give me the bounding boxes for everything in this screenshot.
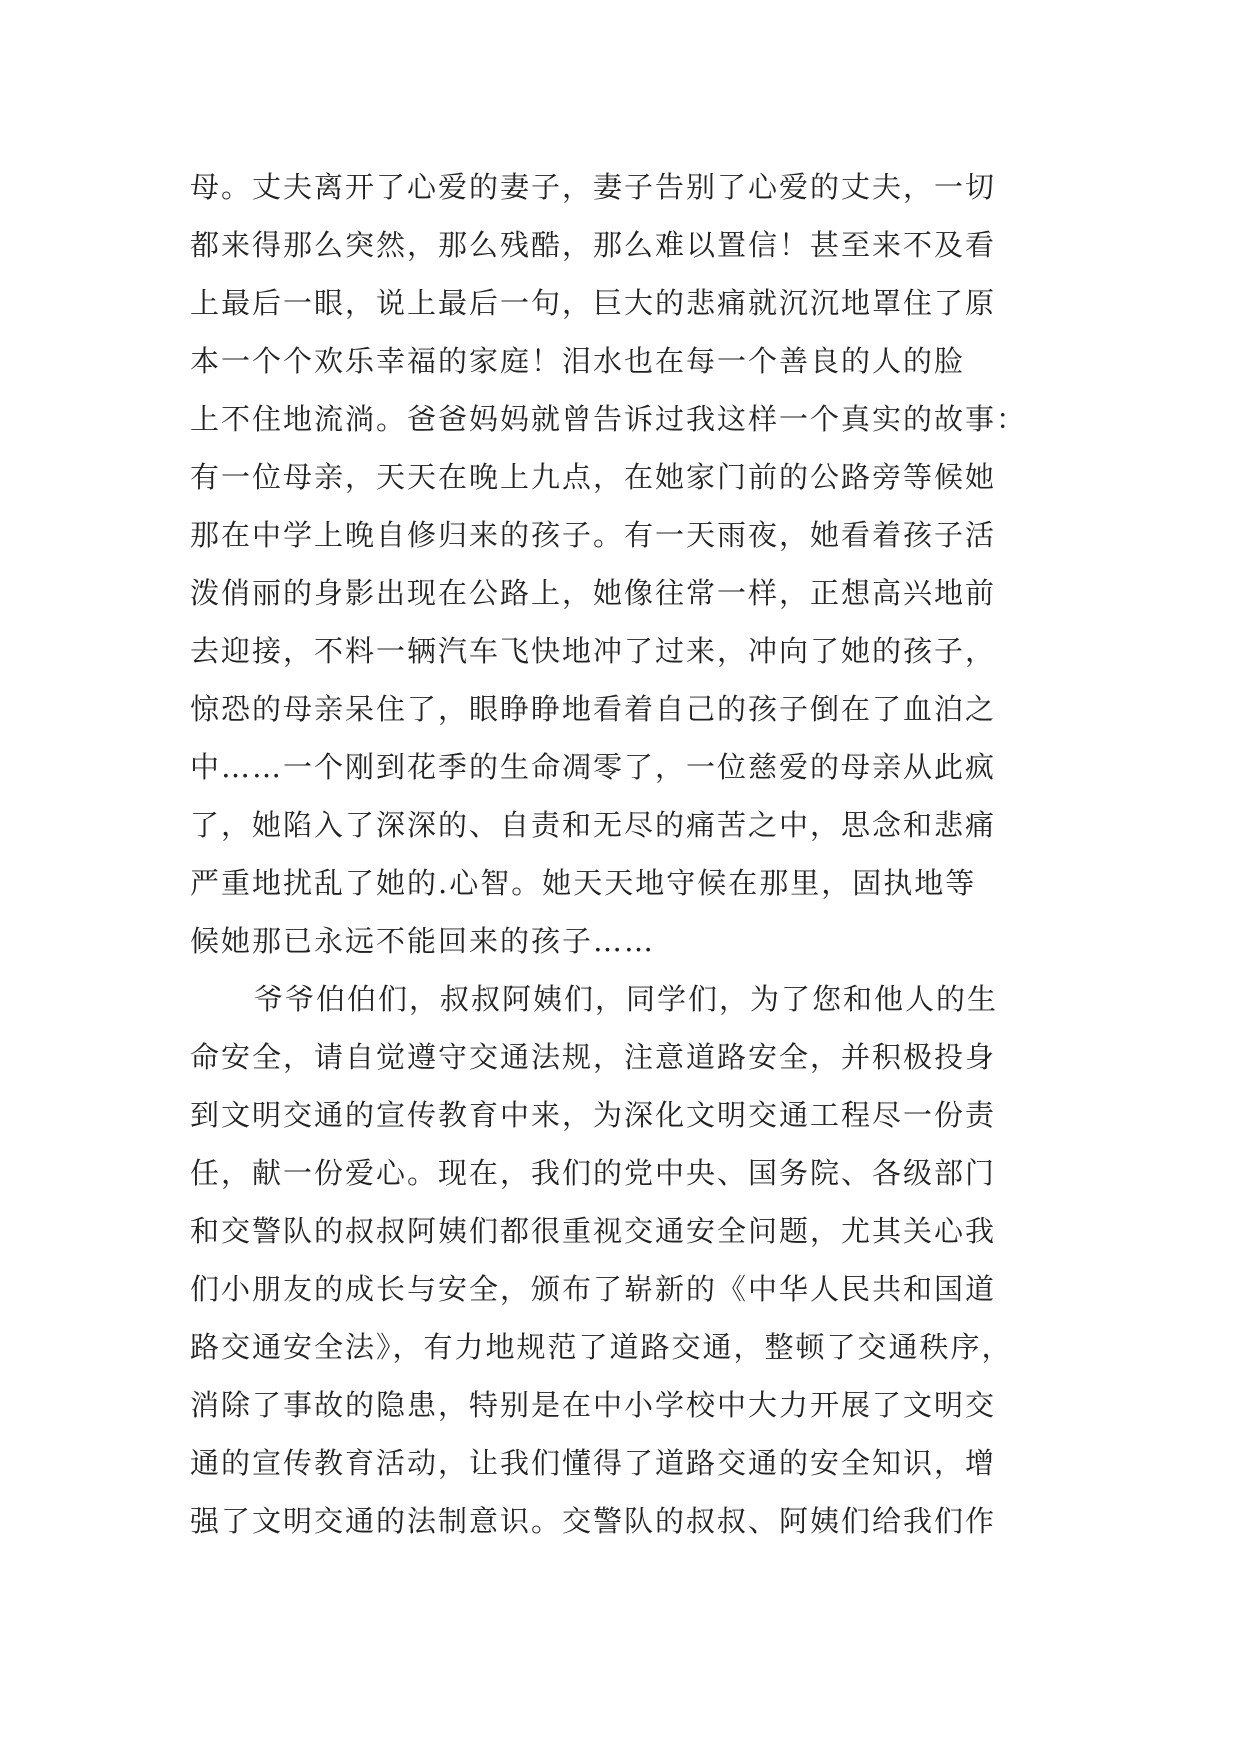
text-line: 任，献一份爱心。现在，我们的党中央、国务院、各级部门 <box>190 1156 997 1190</box>
text-line: 和交警队的叔叔阿姨们都很重视交通安全问题，尤其关心我 <box>190 1214 997 1248</box>
text-line: 强了文明交通的法制意识。交警队的叔叔、阿姨们给我们作 <box>190 1504 997 1538</box>
text-line: 到文明交通的宣传教育中来，为深化文明交通工程尽一份责 <box>190 1098 997 1132</box>
text-line: 了，她陷入了深深的、自责和无尽的痛苦之中，思念和悲痛 <box>190 808 997 842</box>
text-line: 命安全，请自觉遵守交通法规，注意道路安全，并积极投身 <box>190 1040 997 1074</box>
text-line: 候她那已永远不能回来的孩子…… <box>190 924 656 958</box>
text-line: 路交通安全法》，有力地规范了道路交通，整顿了交通秩序， <box>190 1330 1013 1364</box>
body-text <box>190 158 1070 1550</box>
text-line: 本一个个欢乐幸福的家庭！泪水也在每一个善良的人的脸 <box>190 344 966 378</box>
text-line: 上最后一眼，说上最后一句，巨大的悲痛就沉沉地罩住了原 <box>190 286 997 320</box>
text-line: 通的宣传教育活动，让我们懂得了道路交通的安全知识，增 <box>190 1446 997 1480</box>
text-line: 母。丈夫离开了心爱的妻子，妻子告别了心爱的丈夫，一切 <box>190 170 997 204</box>
paragraph-start-line: 爷爷伯伯们，叔叔阿姨们，同学们，为了您和他人的生 <box>254 982 999 1016</box>
text-line: 消除了事故的隐患，特别是在中小学校中大力开展了文明交 <box>190 1388 997 1422</box>
text-line: 中……一个刚到花季的生命凋零了，一位慈爱的母亲从此疯 <box>190 750 997 784</box>
text-line: 上不住地流淌。爸爸妈妈就曾告诉过我这样一个真实的故事： <box>190 402 1028 436</box>
text-line: 们小朋友的成长与安全，颁布了崭新的《中华人民共和国道 <box>190 1272 997 1306</box>
text-line: 那在中学上晚自修归来的孩子。有一天雨夜，她看着孩子活 <box>190 518 997 552</box>
text-line: 惊恐的母亲呆住了，眼睁睁地看着自己的孩子倒在了血泊之 <box>190 692 997 726</box>
text-line: 有一位母亲，天天在晚上九点，在她家门前的公路旁等候她 <box>190 460 997 494</box>
text-line: 去迎接，不料一辆汽车飞快地冲了过来，冲向了她的孩子， <box>190 634 997 668</box>
text-line: 严重地扰乱了她的.心智。她天天地守候在那里，固执地等 <box>190 866 977 900</box>
text-line: 都来得那么突然，那么残酷，那么难以置信！甚至来不及看 <box>190 228 997 262</box>
text-line: 泼俏丽的身影出现在公路上，她像往常一样，正想高兴地前 <box>190 576 997 610</box>
